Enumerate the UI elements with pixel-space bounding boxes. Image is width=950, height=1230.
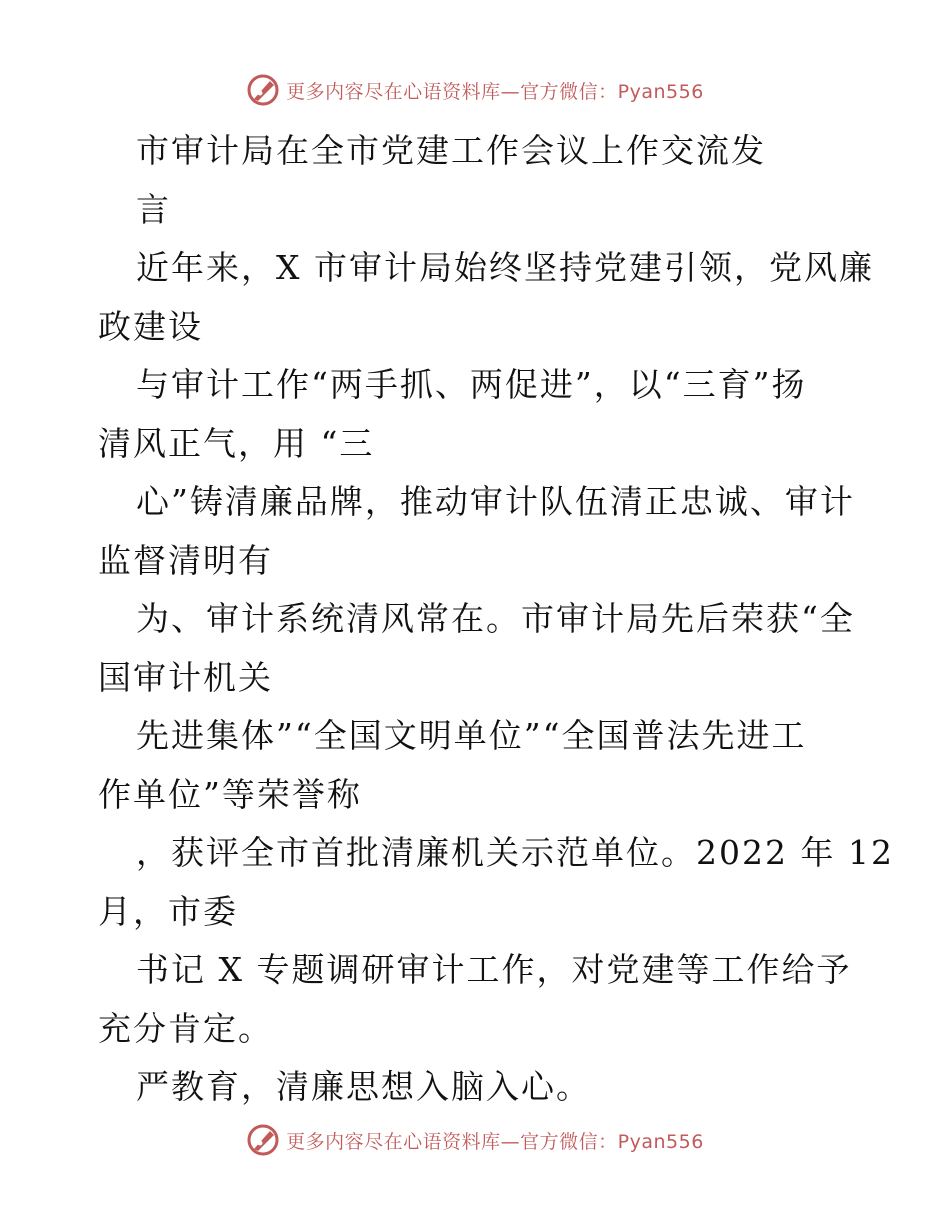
document-line: 为、审计系统清风常在。市审计局先后荣获“全 — [136, 599, 855, 638]
document-line: 监督清明有 — [98, 540, 273, 580]
document-line: 清风正气，用 “三 — [98, 423, 375, 463]
document-line: 先进集体”“全国文明单位”“全国普法先进工 — [136, 716, 807, 755]
document-line: 书记 X 专题调研审计工作，对党建等工作给予 — [136, 950, 852, 989]
document-line: 心”铸清廉品牌，推动审计队伍清正忠诚、审计 — [136, 482, 855, 521]
pen-circle-icon — [246, 1123, 280, 1157]
watermark-text: 更多内容尽在心语资料库—官方微信：Pyan556 — [286, 80, 704, 103]
watermark-banner-bottom — [0, 1120, 950, 1160]
watermark-text: 更多内容尽在心语资料库—官方微信：Pyan556 — [286, 1130, 704, 1153]
document-line: ，获评全市首批清廉机关示范单位。2022 年 12 — [136, 833, 894, 872]
document-line: 近年来，X 市审计局始终坚持党建引领，党风廉 — [136, 248, 874, 287]
pen-circle-icon — [246, 73, 280, 107]
document-line: 月，市委 — [98, 891, 238, 931]
document-line: 充分肯定。 — [98, 1008, 273, 1048]
document-line: 与审计工作“两手抓、两促进”，以“三育”扬 — [136, 365, 807, 404]
document-line: 言 — [136, 189, 171, 229]
document-line: 作单位”等荣誉称 — [98, 774, 362, 814]
document-body — [98, 122, 894, 1117]
document-line: 严教育，清廉思想入脑入心。 — [136, 1067, 591, 1106]
document-line: 市审计局在全市党建工作会议上作交流发 — [136, 131, 766, 170]
watermark-banner-top — [0, 70, 950, 110]
document-line: 政建设 — [98, 306, 203, 346]
document-line: 国审计机关 — [98, 657, 273, 697]
